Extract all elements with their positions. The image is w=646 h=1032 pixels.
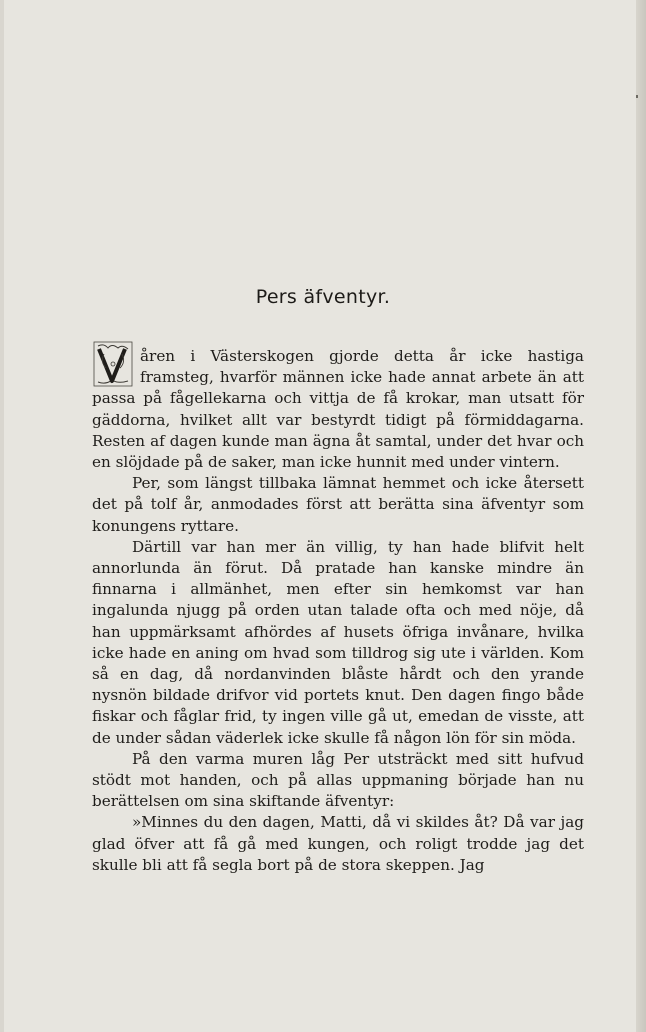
paragraph-1-text: åren i Västerskogen gjorde detta år icke hastiga framsteg, hvarför männen icke hade annat arbete än att passa på fågellekarna och vittja de få krokar, man utsatt för gäddorna, hvilket allt var bestyrdt tidigt på förmiddagarna. Resten af dagen kunde man ägna åt samtal, under det hvar och en slöjdade på de saker, man icke hunnit med under vintern. (92, 347, 584, 472)
chapter-body (92, 346, 584, 876)
chapter-title: Pers äfventyr. (255, 286, 391, 308)
paragraph-4: På den varma muren låg Per utsträckt med sitt hufvud stödt mot handen, och på allas uppmaning började han nu berättelsen om sina skiftande äfventyr: (92, 749, 584, 811)
paragraph-2: Per, som längst tillbaka lämnat hemmet och icke återsett det på tolf år, anmodades först att berätta sina äfventyr som konungens ryttare. (92, 474, 584, 535)
paragraph-1 (92, 346, 584, 473)
page-right-edge (636, 0, 646, 1032)
paper-speck (636, 95, 638, 98)
paragraph-5: »Minnes du den dagen, Matti, då vi skildes åt? Då var jag glad öfver att få gå med kungen, och roligt trodde jag det skulle bli att få segla bort på de stora skeppen. Jag (92, 813, 584, 874)
page-left-edge (0, 0, 4, 1032)
paragraph-3: Därtill var han mer än villig, ty han hade blifvit helt annorlunda än förut. Då pratade han kanske mindre än finnarna i allmänhet, men efter sin hemkomst var han ingalunda njugg på orden utan talade ofta och med nöje, då han uppmärksamt afhördes af husets öfriga invånare, hvilka icke hade en aning om hvad som tilldrog sig ute i världen. Kom så en dag, då nordanvinden blåste hårdt och den yrande nysnön bildade drifvor vid portets knut. Den dagen fingo både fiskar och fåglar frid, ty ingen ville gå ut, emedan de visste, att de under sådan väderlek icke skulle få någon lön för sin möda. (92, 537, 584, 747)
ornamental-initial-icon (92, 340, 134, 388)
